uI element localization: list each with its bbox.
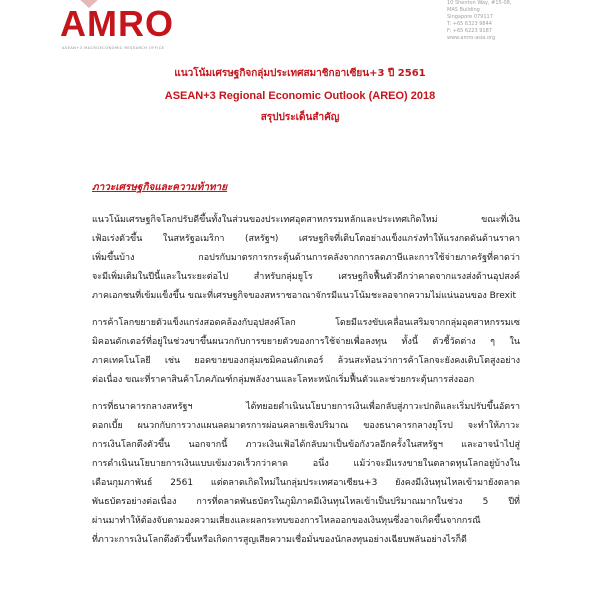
text-line: เพิ่มขึ้นบ้าง กอปรกับมาตรการกระตุ้นด้านการคลังจากการลดภาษีและการใช้จ่ายภาครัฐที่คาดว่า (92, 253, 520, 263)
contact-line: 10 Shenton Way, #15-08, (447, 0, 512, 6)
contact-line: F: +65 6223 9187 (447, 28, 492, 34)
section-heading: ภาวะเศรษฐกิจและความท้าทาย (92, 182, 228, 193)
logo-subtitle: ASEAN+3 MACROECONOMIC RESEARCH OFFICE (62, 46, 165, 50)
text-line: ผ่านมาทำให้ต้องจับตามองความเสี่ยงและผลกระทบของการไหลออกของเงินทุนซึ่งอาจเกิดขึ้นจากกรณี (92, 516, 481, 526)
amro-logo (60, 0, 230, 52)
paragraph-2 (92, 314, 520, 390)
text-line: เดือนกุมภาพันธ์ 2561 แต่ตลาดเกิดใหม่ในกลุ่มประเทศอาเซียน+3 ยังคงมีเงินทุนไหลเข้ามายังตลาด (92, 478, 520, 488)
logo-wordmark: AMRO (60, 3, 174, 44)
contact-line: www.amro-asia.org (447, 35, 496, 41)
text-line: การค้าโลกขยายตัวแข็งแกร่งสอดคล้องกับอุปสงค์โลก โดยมีแรงขับเคลื่อนเสริมจากกลุ่มอุตสาหกรรมเซ (92, 318, 520, 328)
thai-title: แนวโน้มเศรษฐกิจกลุ่มประเทศสมาชิกอาเซียน+3 ปี 2561 (174, 68, 426, 79)
text-line: จะมีเพิ่มเติมในปีนี้และในระยะต่อไป สำหรับกลุ่มยูโร เศรษฐกิจฟื้นตัวดีกว่าคาดจากแรงส่งด้านอุปสงค์ (92, 272, 520, 282)
text-line: ที่ภาวะการเงินโลกตึงตัวขึ้นหรือเกิดการสูญเสียความเชื่อมั่นของนักลงทุนอย่างเฉียบพลันอย่างไรก็ดี (92, 535, 467, 545)
text-line: ดอกเบี้ย ผนวกกับการวางแผนลดมาตรการผ่อนคลายเชิงปริมาณ ของธนาคารกลางยุโรป จะทำให้ภาวะ (92, 421, 520, 431)
summary-label: สรุปประเด็นสำคัญ (260, 112, 340, 123)
text-line: มิคอนดักเตอร์ที่อยู่ในช่วงขาขึ้นผนวกกับการขยายตัวของการใช้จ่ายเพื่อลงทุน ทั้งนี้ ตัวชี้วัดต่าง ๆ ใน (92, 337, 520, 347)
text-line: ภาคเอกชนที่เข้มแข็งขึ้น ขณะที่เศรษฐกิจของสหราชอาณาจักรมีแนวโน้มชะลอจากความไม่แน่นอนของ Brexit (92, 291, 517, 301)
contact-line: T: +65 6323 9844 (447, 21, 492, 27)
text-line: ภาคเทคโนโลยี เช่น ยอดขายของกลุ่มเซมิคอนดักเตอร์ ล้วนสะท้อนว่าการค้าโลกจะยังคงเติบโตสูงอย่าง (92, 356, 520, 366)
text-line: การดำเนินนโยบายการเงินแบบเข้มงวดเร็วกว่าคาด อนึ่ง แม้ว่าจะมีแรงขายในตลาดทุนโลกอยู่บ้างใน (92, 459, 520, 469)
contact-line: MAS Building (447, 7, 480, 13)
text-line: การที่ธนาคารกลางสหรัฐฯ ได้ทยอยดำเนินนโยบายการเงินเพื่อกลับสู่ภาวะปกติและเริ่มปรับขึ้นอัตรา (92, 402, 520, 412)
body-text (92, 211, 520, 558)
text-line: แนวโน้มเศรษฐกิจโลกปรับดีขึ้นทั้งในส่วนของประเทศอุตสาหกรรมหลักและประเทศเกิดใหม่ ขณะที่เงิน (92, 215, 520, 225)
title-block (0, 68, 600, 134)
contact-line: Singapore 079117 (447, 14, 493, 20)
text-line: การเงินโลกตึงตัวขึ้น นอกจากนี้ ภาวะเงินเฟ้อได้กลับมาเป็นข้อกังวลอีกครั้งในสหรัฐฯ และอาจนำไปสู่ (92, 440, 520, 450)
contact-block (447, 0, 577, 42)
paragraph-1 (92, 211, 520, 306)
paragraph-3 (92, 398, 520, 550)
english-title: ASEAN+3 Regional Economic Outlook (AREO) 2018 (164, 90, 436, 102)
text-line: เฟ้อเร่งตัวขึ้น ในสหรัฐอเมริกา (สหรัฐฯ) เศรษฐกิจที่เติบโตอย่างแข็งแกร่งทำให้แรงกดดันด้านราคา (92, 234, 520, 244)
text-line: ต่อเนื่อง ขณะที่ราคาสินค้าโภคภัณฑ์กลุ่มพลังงานและโลหะหนักเริ่มฟื้นตัวและช่วยกระตุ้นการส่งออก (92, 375, 475, 385)
text-line: พันธบัตรอย่างต่อเนื่อง การที่ตลาดพันธบัตรในภูมิภาคมีเงินทุนไหลเข้าเป็นปริมาณมากในช่วง 5 ปีที่ (92, 497, 520, 507)
